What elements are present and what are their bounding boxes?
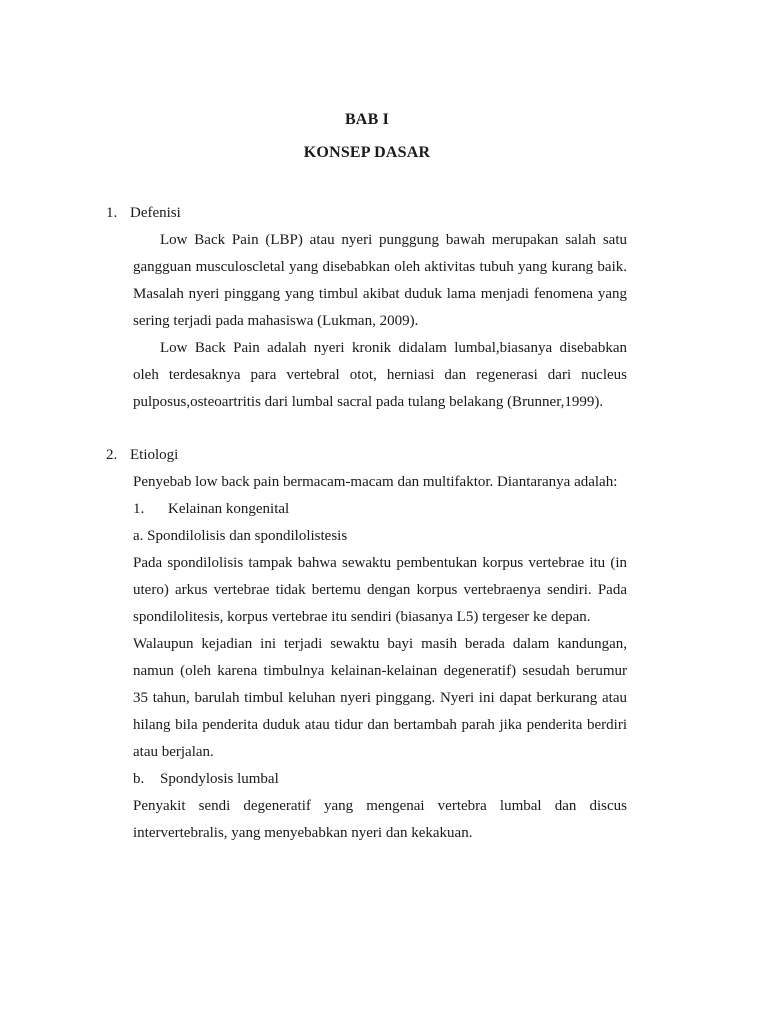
subsection-label: Kelainan kongenital — [168, 501, 290, 517]
paragraph-line: utero) arkus vertebrae tidak bertemu dengan korpus vertebraenya sendiri. Pada — [133, 582, 627, 598]
paragraph-line: spondilolitesis, korpus vertebrae itu sendiri (biasanya L5) tergeser ke depan. — [133, 609, 591, 625]
paragraph-line: pulposus,osteoartritis dari lumbal sacral pada tulang belakang (Brunner,1999). — [133, 394, 604, 410]
paragraph-line: intervertebralis, yang menyebabkan nyeri dan kekakuan. — [133, 825, 473, 841]
section-1-heading: Defenisi — [130, 205, 181, 221]
paragraph-line: Penyakit sendi degeneratif yang mengenai vertebra lumbal dan discus — [133, 798, 627, 814]
paragraph-line: hilang bila penderita duduk atau tidur dan bertambah parah jika penderita berdiri — [133, 717, 627, 733]
paragraph-line: Low Back Pain adalah nyeri kronik didalam lumbal,biasanya disebabkan — [160, 340, 627, 356]
section-1-number: 1. — [106, 205, 118, 221]
paragraph-line: atau berjalan. — [133, 744, 214, 760]
paragraph-line: gangguan musculoscletal yang disebabkan oleh aktivitas tubuh yang kurang baik. — [133, 259, 627, 275]
item-b-heading: Spondylosis lumbal — [160, 771, 279, 787]
paragraph-line: Walaupun kejadian ini terjadi sewaktu bayi masih berada dalam kandungan, — [133, 636, 627, 652]
paragraph-line: Pada spondilolisis tampak bahwa sewaktu pembentukan korpus vertebrae itu (in — [133, 555, 627, 571]
paragraph-line: Low Back Pain (LBP) atau nyeri punggung bawah merupakan salah satu — [160, 232, 627, 248]
item-a-heading: a. Spondilolisis dan spondilolistesis — [133, 528, 348, 544]
paragraph-line: sering terjadi pada mahasiswa (Lukman, 2009). — [133, 313, 419, 329]
subsection-number: 1. — [133, 501, 145, 517]
paragraph-line: namun (oleh karena timbulnya kelainan-kelainan degeneratif) sesudah berumur — [133, 663, 627, 679]
paragraph-line: Masalah nyeri pinggang yang timbul akibat duduk lama menjadi fenomena yang — [133, 286, 627, 302]
section-2-number: 2. — [106, 447, 118, 463]
chapter-title: BAB I — [344, 111, 390, 128]
paragraph-line: 35 tahun, barulah timbul keluhan nyeri pinggang. Nyeri ini dapat berkurang atau — [133, 690, 627, 706]
item-b-letter: b. — [133, 771, 145, 787]
section-2-intro: Penyebab low back pain bermacam-macam dan multifaktor. Diantaranya adalah: — [133, 474, 618, 490]
section-2-heading: Etiologi — [130, 447, 179, 463]
chapter-subtitle: KONSEP DASAR — [303, 144, 431, 161]
paragraph-line: oleh terdesaknya para vertebral otot, herniasi dan regenerasi dari nucleus — [133, 367, 627, 383]
